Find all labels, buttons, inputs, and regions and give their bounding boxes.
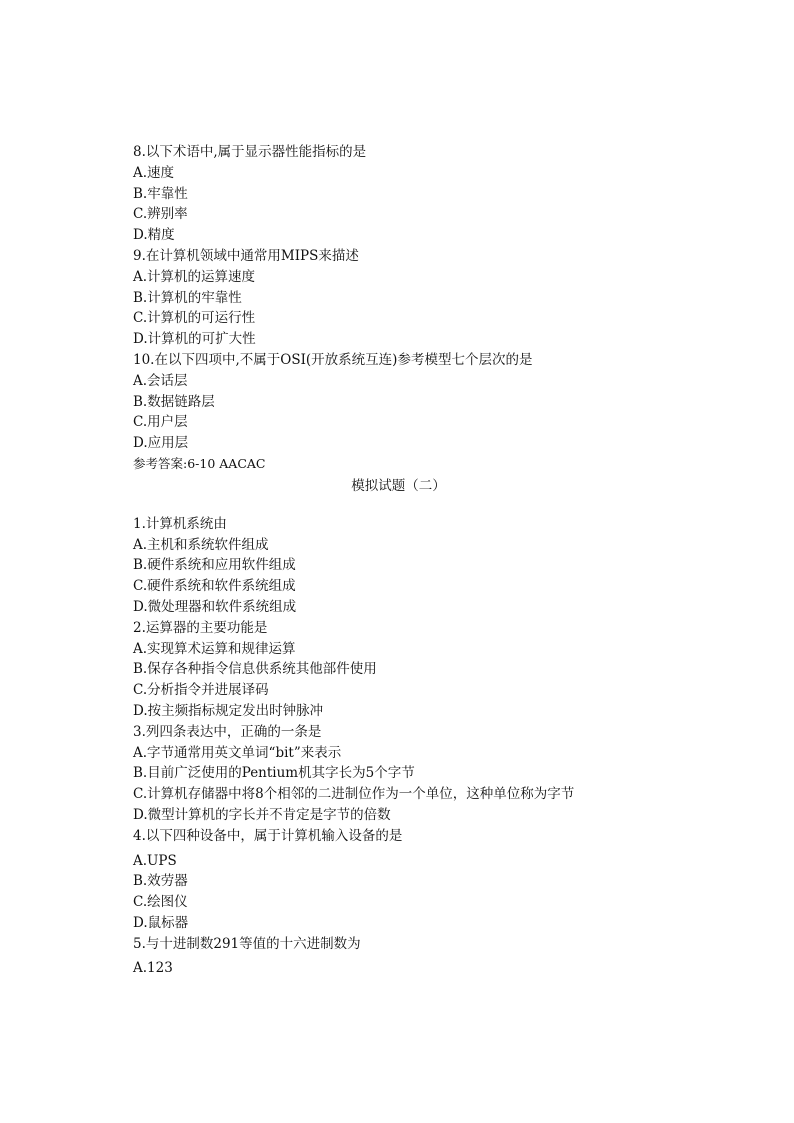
q4-option-d: D.鼠标器 bbox=[133, 914, 189, 931]
q3-option-d: D.微型计算机的字长并不肯定是字节的倍数 bbox=[133, 806, 391, 823]
question-8: 8.以下术语中,属于显示器性能指标的是 bbox=[133, 144, 367, 160]
q10-option-c: C.用户层 bbox=[133, 414, 188, 431]
q8-option-d: D.精度 bbox=[133, 227, 175, 244]
q3-option-a: A.字节通常用英文单词“bit”来表示 bbox=[133, 744, 342, 761]
question-1: 1.计算机系统由 bbox=[133, 515, 227, 532]
q8-option-a: A.速度 bbox=[133, 164, 175, 181]
question-2: 2.运算器的主要功能是 bbox=[133, 619, 268, 636]
q4-option-a: A.UPS bbox=[133, 852, 177, 869]
document-body bbox=[133, 142, 673, 979]
question-3: 3.列四条表达中，正确的一条是 bbox=[133, 723, 322, 740]
q8-option-b: B.牢靠性 bbox=[133, 185, 188, 202]
q4-option-c: C.绘图仪 bbox=[133, 894, 188, 911]
q9-option-d: D.计算机的可扩大性 bbox=[133, 331, 256, 348]
q2-option-c: C.分析指令并进展译码 bbox=[133, 682, 269, 699]
q9-option-c: C.计算机的可运行性 bbox=[133, 310, 256, 327]
answer-key: 参考答案:6-10 AACAC bbox=[133, 455, 266, 471]
q9-option-b: B.计算机的牢靠性 bbox=[133, 289, 242, 306]
question-5: 5.与十进制数291等值的十六进制数为 bbox=[133, 935, 361, 952]
exam-section-part2 bbox=[133, 514, 673, 980]
q3-option-b: B.目前广泛使用的Pentium机其字长为5个字节 bbox=[133, 765, 415, 782]
q10-option-a: A.会话层 bbox=[133, 372, 188, 389]
q1-option-d: D.微处理器和软件系统组成 bbox=[133, 598, 297, 615]
q4-option-b: B.效劳器 bbox=[133, 873, 188, 890]
question-9: 9.在计算机领域中通常用MIPS来描述 bbox=[133, 247, 359, 264]
q8-option-c: C.辨别率 bbox=[133, 206, 188, 223]
exam-section-part1 bbox=[133, 142, 673, 475]
q10-option-d: D.应用层 bbox=[133, 435, 189, 452]
q1-option-c: C.硬件系统和软件系统组成 bbox=[133, 578, 296, 595]
q5-option-a: A.123 bbox=[133, 960, 173, 977]
q2-option-b: B.保存各种指令信息供系统其他部件使用 bbox=[133, 661, 377, 678]
q3-option-c: C.计算机存储器中将8个相邻的二进制位作为一个单位，这种单位称为字节 bbox=[133, 786, 575, 803]
q2-option-a: A.实现算术运算和规律运算 bbox=[133, 640, 296, 657]
q1-option-a: A.主机和系统软件组成 bbox=[133, 536, 269, 553]
q2-option-d: D.按主频指标规定发出时钟脉冲 bbox=[133, 702, 324, 719]
q1-option-b: B.硬件系统和应用软件组成 bbox=[133, 557, 296, 574]
q10-option-b: B.数据链路层 bbox=[133, 393, 215, 410]
section-title: 模拟试题（二） bbox=[351, 477, 446, 494]
question-4: 4.以下四种设备中，属于计算机输入设备的是 bbox=[133, 827, 403, 844]
q9-option-a: A.计算机的运算速度 bbox=[133, 268, 256, 285]
question-10: 10.在以下四项中,不属于OSI(开放系统互连)参考模型七个层次的是 bbox=[133, 351, 533, 368]
